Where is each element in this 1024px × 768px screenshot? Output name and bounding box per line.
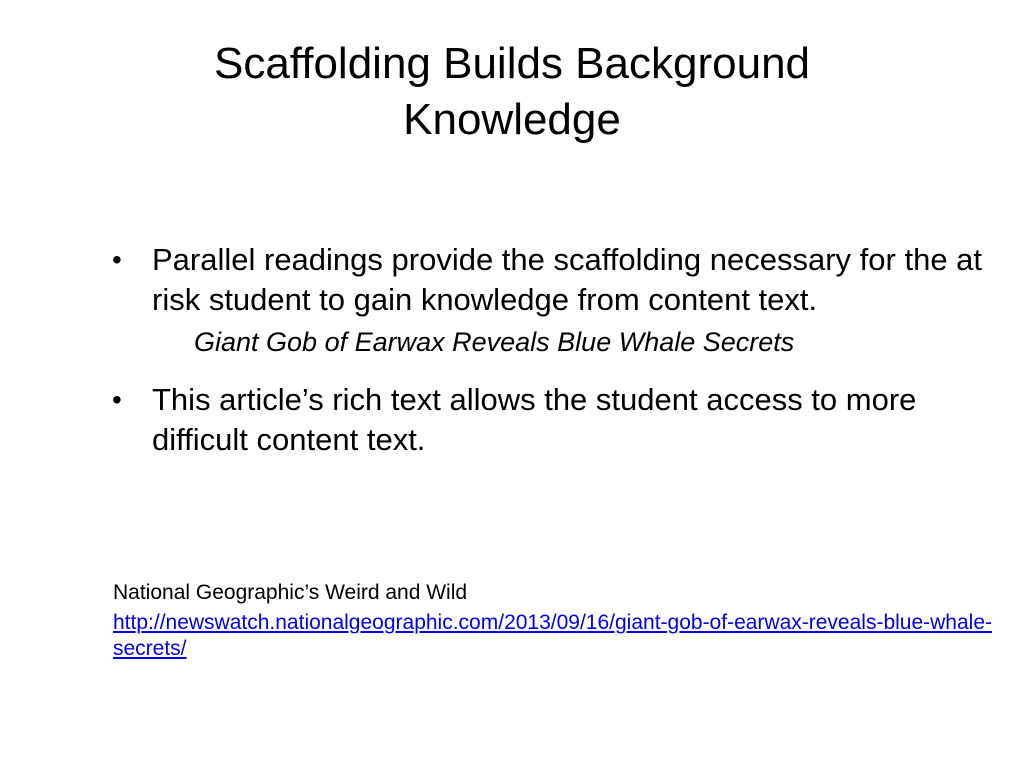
bullet-marker: • <box>112 384 122 415</box>
source-url-link[interactable]: http://newswatch.nationalgeographic.com/2013/09/16/giant-gob-of-earwax-reveals-blue-whale-secrets/ <box>113 611 993 660</box>
bullet-text: Parallel readings provide the scaffolding necessary for the at risk student to gain knowledge from content text. <box>152 242 983 317</box>
article-citation: Giant Gob of Earwax Reveals Blue Whale Secrets <box>194 327 795 357</box>
bullet-item <box>112 380 992 460</box>
bullet-item <box>112 240 992 360</box>
bullet-marker: • <box>112 244 122 275</box>
slide-title-line-1: Scaffolding Builds Background <box>213 39 811 88</box>
slide-title-line-2: Knowledge <box>403 95 621 144</box>
slide-title <box>80 36 944 148</box>
source-block <box>113 580 993 662</box>
source-label: National Geographic’s Weird and Wild <box>113 581 468 604</box>
bullet-list <box>112 240 992 460</box>
bullet-text: This article’s rich text allows the student access to more difficult content text. <box>152 382 917 457</box>
